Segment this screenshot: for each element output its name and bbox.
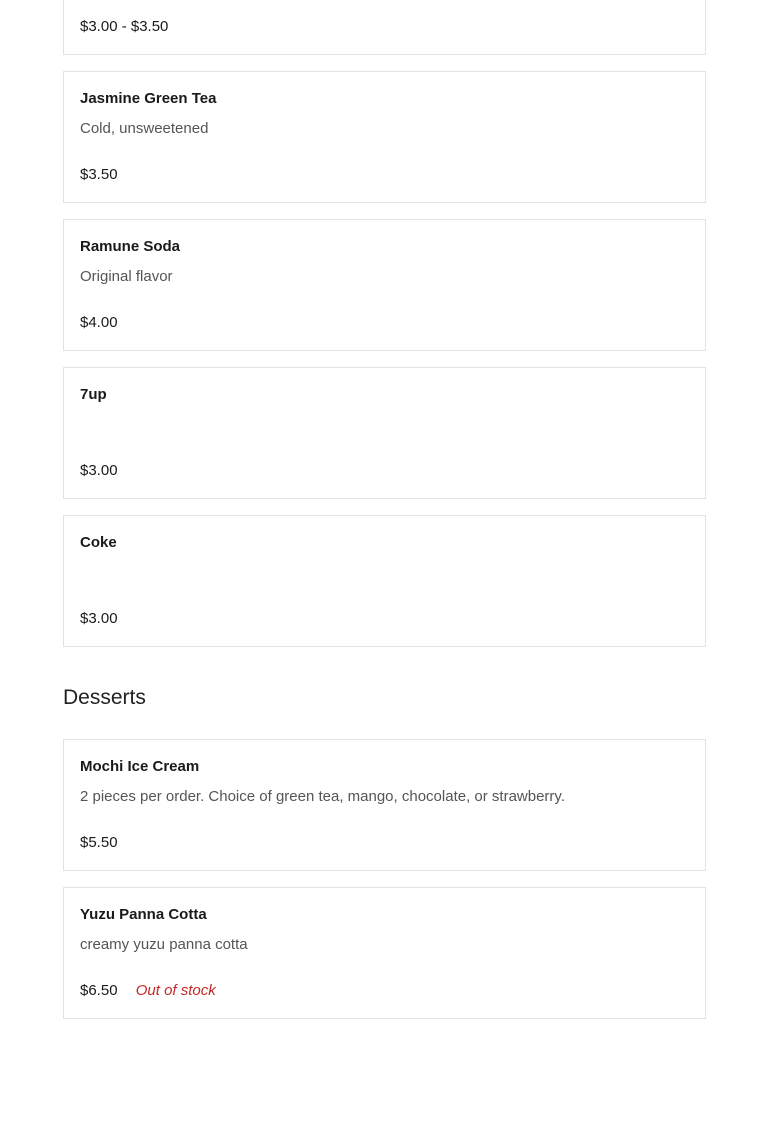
menu-item-card[interactable] <box>63 739 706 871</box>
menu-item-card[interactable] <box>63 887 706 1019</box>
menu-item-price-row <box>80 610 118 627</box>
menu-item-price: $3.00 <box>80 610 118 627</box>
menu-item-name: 7up <box>80 386 107 403</box>
out-of-stock-label: Out of stock <box>135 982 216 999</box>
section-title-desserts: Desserts <box>63 686 146 709</box>
menu-item-price: $3.50 <box>80 166 118 183</box>
menu-item-card[interactable] <box>63 219 706 351</box>
menu-item-name: Mochi Ice Cream <box>80 758 200 775</box>
menu-item-price-row <box>80 982 216 999</box>
menu-item-card[interactable] <box>63 515 706 647</box>
menu-item-name: Jasmine Green Tea <box>80 90 217 107</box>
menu-item-price-row <box>80 314 118 331</box>
menu-item-description: 2 pieces per order. Choice of green tea, mango, chocolate, or strawberry. <box>80 788 565 805</box>
menu-item-price: $4.00 <box>80 314 118 331</box>
menu-item-price-row <box>80 166 118 183</box>
menu-item-description: Original flavor <box>80 268 173 285</box>
menu-item-price-row <box>80 834 118 851</box>
menu-item-price-row <box>80 18 168 35</box>
menu-item-price: $5.50 <box>80 834 118 851</box>
menu-item-description: Cold, unsweetened <box>80 120 209 137</box>
menu-item-card[interactable] <box>63 367 706 499</box>
menu-item-card[interactable] <box>63 0 706 55</box>
menu-item-price-row <box>80 462 118 479</box>
menu-item-description: creamy yuzu panna cotta <box>80 936 248 953</box>
menu-item-name: Yuzu Panna Cotta <box>80 906 207 923</box>
menu-item-price: $3.00 - $3.50 <box>80 18 169 35</box>
menu-item-price: $3.00 <box>80 462 118 479</box>
menu-item-name: Ramune Soda <box>80 238 181 255</box>
menu-item-card[interactable] <box>63 71 706 203</box>
menu-item-price: $6.50 <box>80 982 118 999</box>
menu-item-name: Coke <box>80 534 117 551</box>
